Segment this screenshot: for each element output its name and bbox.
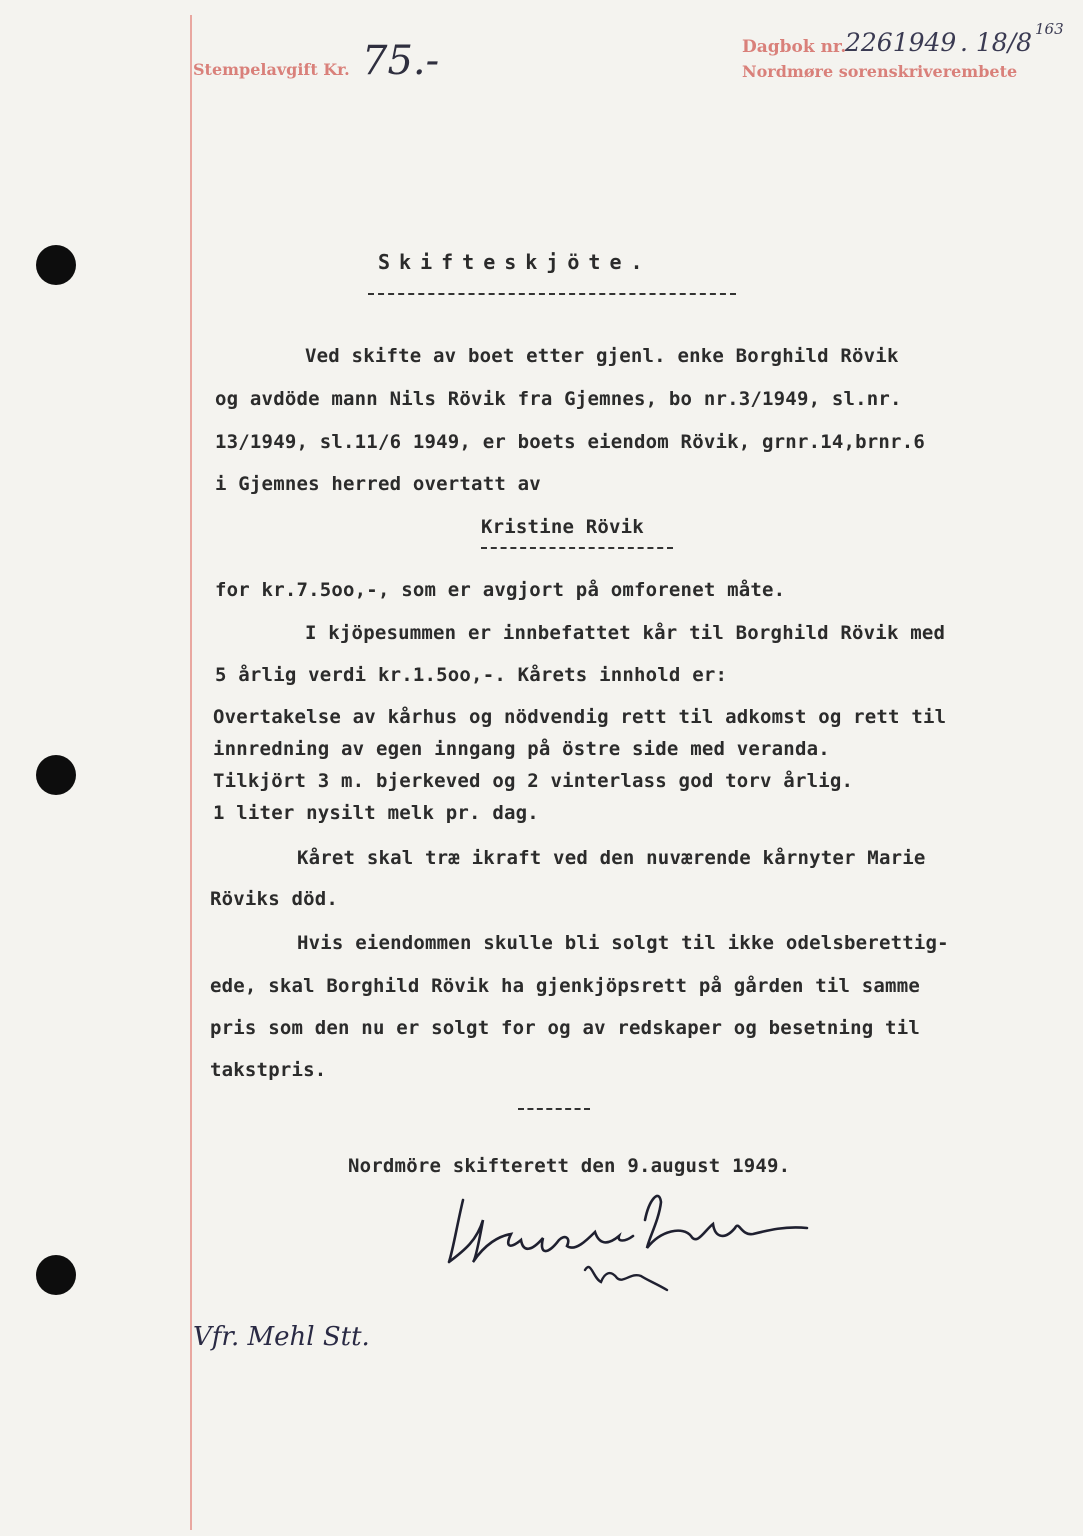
buyer-name: Kristine Rövik (481, 516, 644, 538)
section-divider (518, 1108, 590, 1110)
margin-line (190, 15, 192, 1530)
signature-image (435, 1180, 855, 1310)
paragraph-line: Hvis eiendommen skulle bli solgt til ikke odelsberettig- (297, 932, 949, 954)
paragraph-line: i Gjemnes herred overtatt av (215, 473, 541, 495)
margin-note: Vfr. Mehl Stt. (193, 1322, 370, 1352)
paragraph-line: Ved skifte av boet etter gjenl. enke Borghild Rövik (305, 345, 899, 367)
signature-text (0, 0, 1, 1)
punch-hole (36, 755, 76, 795)
paragraph-line: Kåret skal træ ikraft ved den nuværende kårnyter Marie (297, 847, 926, 869)
stamp-duty-label: Stempelavgift Kr. (193, 60, 350, 79)
journal-label: Dagbok nr. (742, 37, 847, 57)
punch-hole (36, 1255, 76, 1295)
paragraph-line: Overtakelse av kårhus og nödvendig rett til adkomst og rett til (213, 706, 947, 728)
journal-number: 2261949 (845, 28, 957, 57)
paragraph-line: 13/1949, sl.11/6 1949, er boets eiendom Rövik, grnr.14,brnr.6 (215, 431, 925, 453)
paragraph-line: ede, skal Borghild Rövik ha gjenkjöpsrett på gården til samme (210, 975, 920, 997)
paragraph-line: innredning av egen inngang på östre side med veranda. (213, 738, 830, 760)
journal-date: . 18/8 (960, 28, 1033, 57)
punch-hole (36, 245, 76, 285)
price-line: for kr.7.5oo,-, som er avgjort på omforenet måte. (215, 579, 786, 601)
paragraph-line: I kjöpesummen er innbefattet kår til Borghild Rövik med (305, 622, 946, 644)
page-number: 163 (1035, 20, 1064, 38)
buyer-underline (481, 547, 673, 549)
stamp-duty-amount: 75.- (362, 38, 440, 84)
paragraph-line: pris som den nu er solgt for og av redskaper og besetning til (210, 1017, 920, 1039)
title-underline (368, 293, 736, 295)
document-title: Skifteskjöte. (378, 250, 652, 274)
paragraph-line: Röviks död. (210, 888, 339, 910)
paragraph-line: 5 årlig verdi kr.1.5oo,-. Kårets innhold er: (215, 664, 728, 686)
paragraph-line: Tilkjört 3 m. bjerkeved og 2 vinterlass god torv årlig. (213, 770, 854, 792)
paragraph-line: takstpris. (210, 1059, 327, 1081)
paragraph-line: og avdöde mann Nils Rövik fra Gjemnes, bo nr.3/1949, sl.nr. (215, 388, 902, 410)
paragraph-line: 1 liter nysilt melk pr. dag. (213, 802, 539, 824)
closing-line: Nordmöre skifterett den 9.august 1949. (348, 1155, 791, 1177)
office-stamp: Nordmøre sorenskriverembete (742, 62, 1018, 81)
